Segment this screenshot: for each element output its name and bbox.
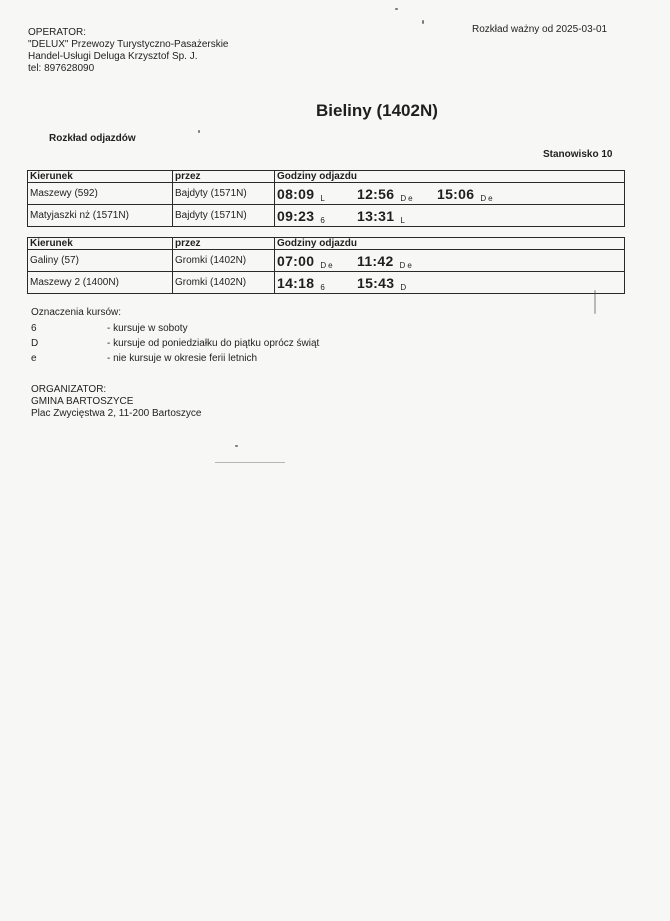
legend-code: 6 bbox=[31, 323, 37, 334]
table-row bbox=[28, 183, 625, 205]
valid-from: Rozkład ważny od 2025-03-01 bbox=[472, 24, 608, 35]
legend-item bbox=[31, 351, 319, 366]
departure-marks: D bbox=[400, 282, 409, 292]
departure bbox=[357, 186, 437, 202]
platform-label: Stanowisko 10 bbox=[543, 149, 613, 160]
operator-name-line1: "DELUX" Przewozy Turystyczno-Pasażerskie bbox=[28, 39, 229, 50]
header-times: Godziny odjazdu bbox=[275, 238, 625, 250]
departure-marks: De bbox=[399, 260, 414, 270]
scan-speck bbox=[422, 20, 424, 24]
departure bbox=[357, 208, 437, 224]
operator-phone: tel: 897628090 bbox=[28, 63, 95, 74]
organizer-block bbox=[31, 384, 201, 420]
header-via: przez bbox=[173, 171, 275, 183]
departure-marks: De bbox=[400, 193, 415, 203]
operator-name-line2: Handel-Usługi Deluga Krzysztof Sp. J. bbox=[28, 51, 198, 62]
departure-time: 14:18 bbox=[277, 274, 315, 291]
scan-line bbox=[215, 462, 285, 463]
operator-label: OPERATOR: bbox=[28, 27, 86, 38]
departures-table-1 bbox=[27, 170, 625, 227]
departure-marks: L bbox=[320, 193, 327, 203]
times-cell bbox=[275, 272, 625, 294]
departure-marks: 6 bbox=[320, 282, 327, 292]
scan-speck bbox=[594, 290, 596, 314]
departure bbox=[277, 275, 357, 291]
departure bbox=[357, 253, 437, 269]
via-cell: Gromki (1402N) bbox=[173, 250, 275, 272]
departure bbox=[277, 253, 357, 269]
times-cell bbox=[275, 205, 625, 227]
departure-time: 07:00 bbox=[277, 252, 315, 269]
departures-table-2 bbox=[27, 237, 625, 294]
departure bbox=[277, 208, 357, 224]
table-row bbox=[28, 250, 625, 272]
table-header-row bbox=[28, 238, 625, 250]
departure-marks: De bbox=[480, 193, 495, 203]
table-header-row bbox=[28, 171, 625, 183]
schedule-subtitle: Rozkład odjazdów bbox=[49, 133, 136, 144]
legend-text: - kursuje w soboty bbox=[107, 323, 188, 334]
organizer-address: Plac Zwycięstwa 2, 11-200 Bartoszyce bbox=[31, 408, 202, 419]
legend-header: Oznaczenia kursów: bbox=[31, 307, 122, 318]
scan-speck bbox=[395, 8, 398, 10]
via-cell: Bajdyty (1571N) bbox=[173, 205, 275, 227]
departure-marks: De bbox=[320, 260, 335, 270]
direction-cell: Galiny (57) bbox=[28, 250, 173, 272]
via-cell: Bajdyty (1571N) bbox=[173, 183, 275, 205]
header-times: Godziny odjazdu bbox=[275, 171, 625, 183]
departure-marks: L bbox=[400, 215, 407, 225]
legend-text: - nie kursuje w okresie ferii letnich bbox=[107, 353, 258, 364]
operator-block bbox=[28, 27, 229, 75]
legend bbox=[31, 305, 319, 366]
header-via: przez bbox=[173, 238, 275, 250]
departure bbox=[437, 186, 495, 202]
legend-code: D bbox=[31, 338, 39, 349]
legend-item bbox=[31, 336, 319, 351]
departure-time: 13:31 bbox=[357, 207, 395, 224]
departure-time: 08:09 bbox=[277, 185, 315, 202]
legend-code: e bbox=[31, 353, 37, 364]
departure bbox=[277, 186, 357, 202]
organizer-name: GMINA BARTOSZYCE bbox=[31, 396, 134, 407]
departure bbox=[357, 275, 437, 291]
header-direction: Kierunek bbox=[28, 238, 173, 250]
departure-time: 12:56 bbox=[357, 185, 395, 202]
table-row bbox=[28, 205, 625, 227]
header-direction: Kierunek bbox=[28, 171, 173, 183]
scan-speck bbox=[198, 130, 200, 133]
direction-cell: Maszewy (592) bbox=[28, 183, 173, 205]
departure-time: 09:23 bbox=[277, 207, 315, 224]
direction-cell: Maszewy 2 (1400N) bbox=[28, 272, 173, 294]
stop-title: Bieliny (1402N) bbox=[316, 101, 438, 120]
departure-time: 15:06 bbox=[437, 185, 475, 202]
times-cell bbox=[275, 183, 625, 205]
departure-time: 11:42 bbox=[357, 252, 394, 269]
organizer-label: ORGANIZATOR: bbox=[31, 384, 107, 395]
departure-time: 15:43 bbox=[357, 274, 395, 291]
via-cell: Gromki (1402N) bbox=[173, 272, 275, 294]
times-cell bbox=[275, 250, 625, 272]
legend-item bbox=[31, 321, 319, 336]
departure-marks: 6 bbox=[320, 215, 327, 225]
direction-cell: Matyjaszki nż (1571N) bbox=[28, 205, 173, 227]
table-row bbox=[28, 272, 625, 294]
scan-speck bbox=[235, 445, 238, 447]
legend-text: - kursuje od poniedziałku do piątku oprócz świąt bbox=[107, 338, 320, 349]
